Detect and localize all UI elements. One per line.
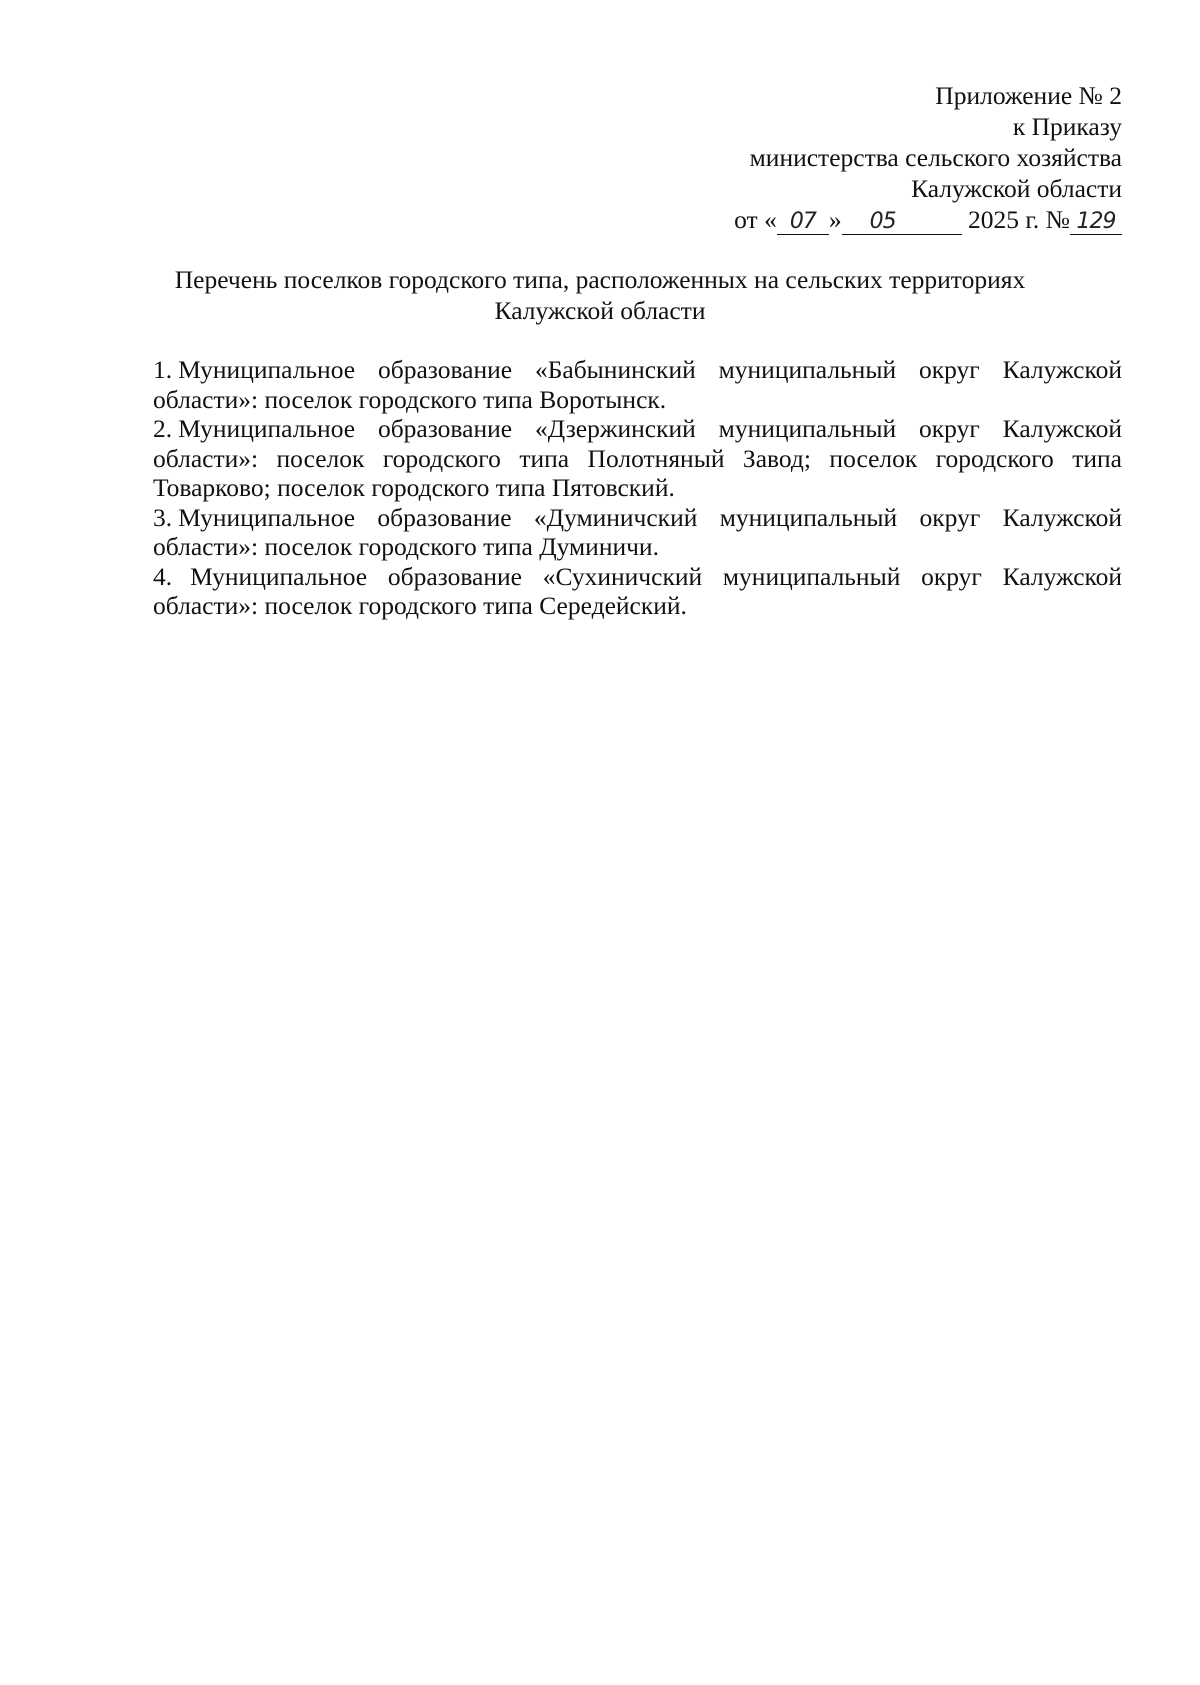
list-item-text: Муниципальное образование «Думиничский муниципальный округ Калужской области»: поселок городского типа Думиничи. [153, 502, 1122, 561]
list-item-text: Муниципальное образование «Бабынинский муниципальный округ Калужской области»: поселок городского типа Воротынск. [153, 355, 1122, 414]
list-item-number: 4. [153, 561, 173, 591]
list-item [153, 355, 1122, 414]
date-year-number-label: 2025 г. № [967, 205, 1070, 234]
handwritten-order-number: 129 [1070, 210, 1122, 235]
list-item [153, 414, 1122, 503]
title-line-1: Перечень поселков городского типа, расположенных на сельских территориях [174, 265, 1026, 294]
list-item-text: Муниципальное образование «Сухиничский муниципальный округ Калужской области»: поселок городского типа Середейский. [153, 561, 1122, 620]
list-item [153, 562, 1122, 621]
date-prefix: от « [734, 205, 777, 234]
order-reference: к Приказу [1012, 112, 1122, 141]
list-item-number: 3. [153, 502, 173, 532]
date-quote-close: » [828, 205, 842, 234]
list-item-number: 2. [153, 414, 173, 443]
region-name: Калужской области [911, 174, 1122, 203]
handwritten-month: 05 [842, 210, 962, 235]
appendix-title: Приложение № 2 [935, 81, 1122, 110]
list-item-text: Муниципальное образование «Дзержинский муниципальный округ Калужской области»: поселок городского типа Полотняный Завод; поселок городского типа Товарково; поселок городского типа Пятовский. [153, 414, 1122, 502]
ministry-name: министерства сельского хозяйства [749, 143, 1122, 172]
order-date-line [734, 204, 1122, 235]
title-line-2: Калужской области [494, 296, 706, 325]
document-title [100, 264, 1100, 326]
appendix-header [734, 80, 1122, 235]
list-item [153, 503, 1122, 562]
list-item-number: 1. [153, 355, 173, 384]
settlement-list [153, 355, 1122, 621]
handwritten-day: 07 [777, 210, 829, 235]
